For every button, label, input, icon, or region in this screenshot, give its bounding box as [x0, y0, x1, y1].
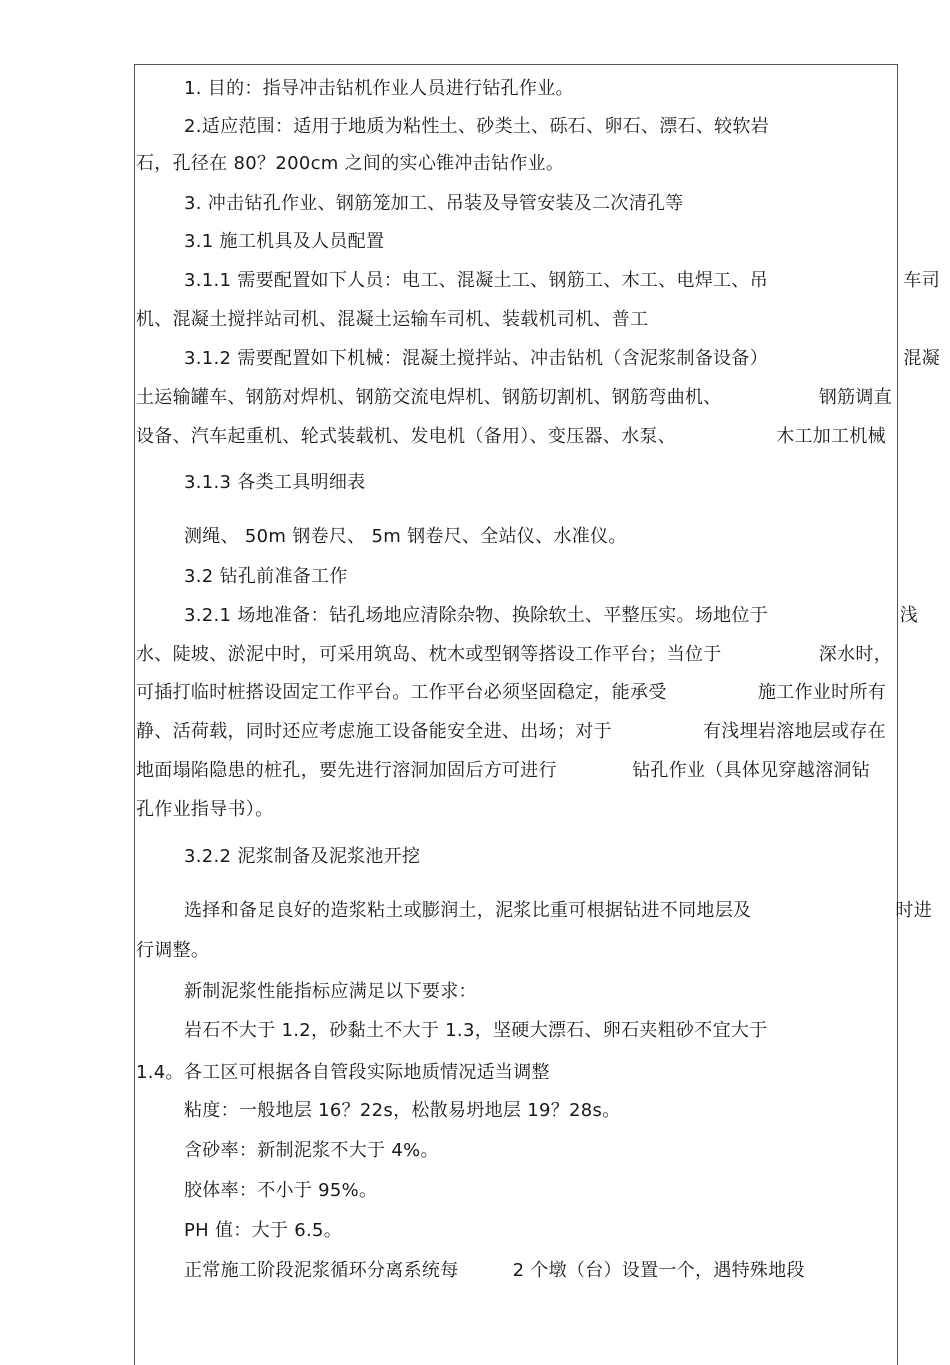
text-segment: 木工加工机械 — [776, 426, 886, 447]
text-segment: 2 个墩（台）设置一个，遇特殊地段 — [512, 1260, 805, 1281]
text-segment: 车司 — [903, 270, 940, 291]
text-line: 新制泥浆性能指标应满足以下要求： — [184, 981, 477, 1002]
text-line: 行调整。 — [136, 940, 210, 961]
text-segment: 浅 — [899, 605, 918, 626]
text-segment: 地面塌陷隐患的桩孔，要先进行溶洞加固后方可进行 — [136, 760, 557, 781]
text-line: 石，孔径在 80？200cm 之间的实心锥冲击钻作业。 — [136, 153, 565, 174]
text-segment: 钢筋调直 — [818, 387, 892, 408]
document-frame — [134, 64, 898, 1365]
text-line — [136, 386, 892, 410]
text-line — [136, 643, 892, 667]
text-segment: 可插打临时桩搭设固定工作平台。工作平台必须坚固稳定，能承受 — [136, 682, 667, 703]
text-line: 1.4。各工区可根据各自管段实际地质情况适当调整 — [136, 1062, 550, 1083]
text-line: 3.2 钻孔前准备工作 — [184, 566, 348, 587]
text-line — [136, 604, 940, 628]
text-line: 胶体率：不小于 95%。 — [184, 1180, 378, 1201]
text-line — [136, 899, 940, 923]
text-line: PH 值：大于 6.5。 — [184, 1220, 343, 1241]
text-line: 3.1 施工机具及人员配置 — [184, 231, 385, 252]
text-line: 孔作业指导书）。 — [136, 799, 274, 820]
text-segment: 水、陡坡、淤泥中时，可采用筑岛、枕木或型钢等搭设工作平台；当位于 — [136, 644, 722, 665]
text-line: 2.适应范围：适用于地质为粘性土、砂类土、砾石、卵石、漂石、较软岩 — [184, 116, 770, 137]
text-line: 机、混凝土搅拌站司机、混凝土运输车司机、装载机司机、普工 — [136, 309, 649, 330]
text-line — [136, 681, 892, 705]
text-segment: 深水时， — [818, 644, 892, 665]
text-segment: 钻孔作业（具体见穿越溶洞钻 — [632, 760, 870, 781]
text-segment: 选择和备足良好的造浆粘土或膨润土，泥浆比重可根据钻进不同地层及 — [184, 900, 752, 921]
text-segment: 设备、汽车起重机、轮式装载机、发电机（备用）、变压器、水泵、 — [136, 426, 676, 447]
text-segment: 时进 — [895, 900, 932, 921]
text-line: 岩石不大于 1.2，砂黏土不大于 1.3，坚硬大漂石、卵石夹粗砂不宜大于 — [184, 1020, 768, 1041]
text-segment: 土运输罐车、钢筋对焊机、钢筋交流电焊机、钢筋切割机、钢筋弯曲机、 — [136, 387, 722, 408]
text-line — [136, 347, 940, 371]
text-segment: 有浅埋岩溶地层或存在 — [703, 721, 886, 742]
text-segment: 正常施工阶段泥浆循环分离系统每 — [184, 1260, 459, 1281]
text-line: 1. 目的：指导冲击钻机作业人员进行钻孔作业。 — [184, 78, 574, 99]
text-segment: 3.1.2 需要配置如下机械：混凝土搅拌站、冲击钻机（含泥浆制备设备） — [184, 348, 769, 369]
text-line — [136, 1259, 940, 1283]
text-line — [136, 425, 892, 449]
text-line: 粘度：一般地层 16？22s，松散易坍地层 19？28s。 — [184, 1100, 621, 1121]
text-segment: 3.1.1 需要配置如下人员：电工、混凝土工、钢筋工、木工、电焊工、吊 — [184, 270, 769, 291]
text-line — [136, 720, 892, 744]
text-line: 含砂率：新制泥浆不大于 4%。 — [184, 1140, 439, 1161]
text-line: 测绳、 50m 钢卷尺、 5m 钢卷尺、全站仪、水准仪。 — [184, 526, 627, 547]
text-line — [136, 269, 940, 293]
text-segment: 静、活荷载，同时还应考虑施工设备能安全进、出场；对于 — [136, 721, 612, 742]
text-line: 3. 冲击钻孔作业、钢筋笼加工、吊装及导管安装及二次清孔等 — [184, 193, 684, 214]
text-line: 3.2.2 泥浆制备及泥浆池开挖 — [184, 846, 421, 867]
text-segment: 施工作业时所有 — [757, 682, 886, 703]
text-segment: 混凝 — [903, 348, 940, 369]
text-line — [136, 759, 892, 783]
text-line: 3.1.3 各类工具明细表 — [184, 472, 366, 493]
text-segment: 3.2.1 场地准备：钻孔场地应清除杂物、换除软土、平整压实。场地位于 — [184, 605, 769, 626]
